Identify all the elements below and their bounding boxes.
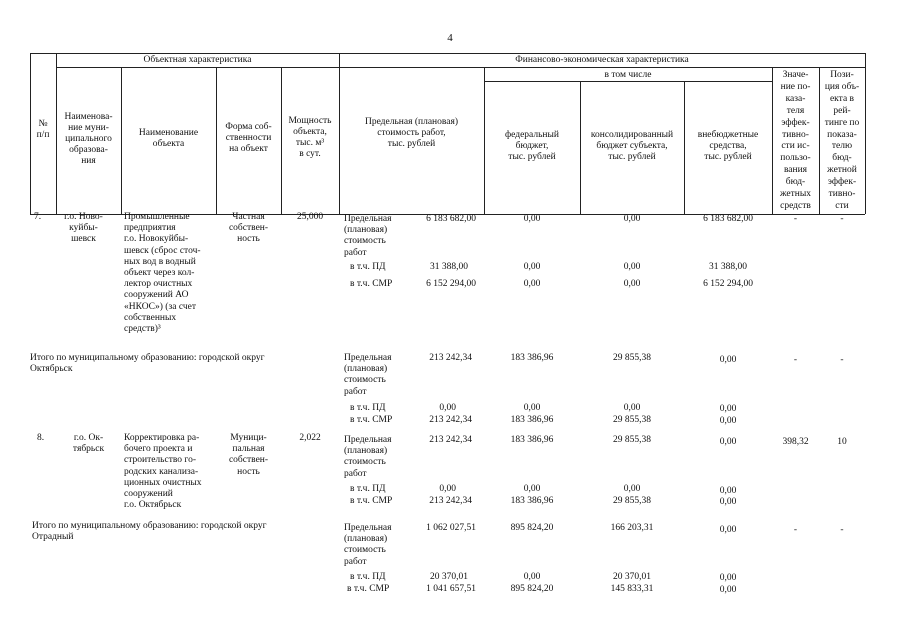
row-num: 7.: [34, 212, 42, 222]
row-municipality: г.о. Ок- тябрьск: [72, 433, 105, 455]
efficiency-value: 398,32: [782, 437, 809, 447]
cost-pd: 0,00: [439, 403, 456, 413]
col-extrabudget-header: внебюджетные средства, тыс. рублей: [697, 130, 759, 162]
consolidated-smr: 145 833,31: [610, 584, 654, 594]
col-ownership-header: Форма соб- ственности на объект: [225, 122, 272, 154]
including-header: в том числе: [604, 70, 652, 80]
cost-total: 213 242,34: [429, 435, 472, 445]
col-cost-header: Предельная (плановая) стоимость работ, тыс. рублей: [364, 117, 459, 149]
cost-smr: 1 041 657,51: [426, 584, 476, 594]
position-value: -: [840, 214, 844, 224]
col-object-header: Наименование объекта: [138, 128, 199, 149]
extrabudget-pd: 31 388,00: [709, 262, 747, 272]
col-federal-header: федеральный бюджет, тыс. рублей: [505, 130, 559, 162]
col-municipality-header: Наименова- ние муни- ципального образова- ния: [64, 112, 113, 166]
row-pd-label: в т.ч. ПД: [350, 403, 386, 413]
row-pd-label: в т.ч. ПД: [350, 484, 386, 494]
cost-total: 1 062 027,51: [426, 523, 476, 533]
subtotal-title: Итого по муниципальному образованию: городской округ Отрадный: [32, 521, 267, 543]
consolidated-total: 29 855,38: [613, 435, 651, 445]
consolidated-total: 0,00: [623, 214, 641, 224]
col-consolidated-header: консолидированный бюджет субъекта, тыс. рублей: [590, 130, 674, 162]
page-number: 4: [447, 32, 453, 44]
col-capacity-header: Мощность объекта, тыс. м³ в сут.: [288, 116, 332, 159]
subtotal-title: Итого по муниципальному образованию: городской округ Октябрьск: [30, 353, 265, 375]
extrabudget-total: 0,00: [719, 437, 737, 447]
col-position-header: Пози- ция объ- екта в рей- тинге по показа- телю бюд- жетной эффек- тивно- сти: [824, 70, 860, 211]
position-value: -: [840, 355, 844, 365]
extrabudget-pd: 0,00: [719, 573, 737, 583]
consolidated-pd: 20 370,01: [613, 572, 651, 582]
row-ownership: Муници- пальная собствен- ность: [228, 433, 269, 477]
cost-smr: 6 152 294,00: [426, 279, 476, 289]
row-smr-label: в т.ч. СМР: [350, 496, 393, 506]
consolidated-pd: 0,00: [623, 403, 641, 413]
federal-total: 0,00: [523, 214, 541, 224]
extrabudget-pd: 0,00: [719, 486, 737, 496]
federal-total: 183 386,96: [510, 435, 554, 445]
extrabudget-smr: 0,00: [719, 497, 737, 507]
row-ownership: Частная собствен- ность: [228, 212, 269, 245]
row-object: Промышленные предприятия г.о. Новокуйбы- шевск (сброс сточ- ных вод в водный объект через кол- лектор очистных сооружений АО «НКОС») (за счет собственных средств)³: [124, 212, 201, 335]
row-smr-label: в т.ч. СМР: [350, 279, 393, 289]
cost-total: 6 183 682,00: [426, 214, 476, 224]
row-municipality: г.о. Ново- куйбы- шевск: [64, 212, 103, 245]
finance-char-header: Финансово-экономическая характеристика: [515, 55, 689, 65]
row-cost-label: Предельная (плановая) стоимость работ: [344, 353, 392, 397]
cost-total: 213 242,34: [429, 353, 472, 363]
federal-total: 895 824,20: [510, 523, 554, 533]
row-smr-label: в т.ч. СМР: [347, 584, 390, 594]
position-value: -: [840, 525, 844, 535]
consolidated-pd: 0,00: [623, 262, 641, 272]
efficiency-value: -: [793, 525, 798, 535]
row-cost-label: Предельная (плановая) стоимость работ: [344, 435, 392, 479]
federal-pd: 0,00: [523, 262, 541, 272]
row-capacity: 25,000: [296, 212, 324, 222]
row-capacity: 2,022: [299, 433, 321, 443]
federal-pd: 0,00: [523, 403, 541, 413]
row-smr-label: в т.ч. СМР: [350, 415, 393, 425]
row-object: Корректировка ра- бочего проекта и строительство го- родских канализа- ционных очистных сооружений г.о. Октябрьск: [124, 433, 202, 511]
federal-smr: 183 386,96: [510, 415, 554, 425]
extrabudget-total: 0,00: [719, 355, 737, 365]
extrabudget-pd: 0,00: [719, 404, 737, 414]
extrabudget-smr: 0,00: [719, 585, 737, 595]
cost-smr: 213 242,34: [429, 496, 472, 506]
row-pd-label: в т.ч. ПД: [350, 262, 386, 272]
row-pd-label: в т.ч. ПД: [350, 572, 386, 582]
federal-pd: 0,00: [523, 572, 541, 582]
federal-smr: 895 824,20: [510, 584, 554, 594]
federal-pd: 0,00: [523, 484, 541, 494]
row-num: 8.: [37, 433, 45, 443]
extrabudget-smr: 0,00: [719, 416, 737, 426]
federal-total: 183 386,96: [510, 353, 554, 363]
consolidated-total: 166 203,31: [610, 523, 654, 533]
cost-pd: 31 388,00: [430, 262, 468, 272]
extrabudget-total: 6 183 682,00: [703, 214, 753, 224]
cost-pd: 0,00: [439, 484, 456, 494]
federal-smr: 183 386,96: [510, 496, 554, 506]
cost-pd: 20 370,01: [430, 572, 468, 582]
consolidated-smr: 0,00: [623, 279, 641, 289]
row-cost-label: Предельная (плановая) стоимость работ: [344, 523, 392, 567]
extrabudget-smr: 6 152 294,00: [703, 279, 753, 289]
col-num-header: № п/п: [36, 119, 50, 140]
consolidated-smr: 29 855,38: [613, 415, 651, 425]
federal-smr: 0,00: [523, 279, 541, 289]
consolidated-total: 29 855,38: [613, 353, 651, 363]
cost-smr: 213 242,34: [429, 415, 472, 425]
col-efficiency-header: Значе- ние по- каза- теля эффек- тивно- сти ис- пользо- вания бюд- жетных средств: [779, 70, 812, 211]
object-char-header: Объектная характеристика: [143, 55, 252, 65]
position-value: 10: [837, 437, 847, 447]
extrabudget-total: 0,00: [719, 525, 737, 535]
consolidated-pd: 0,00: [623, 484, 641, 494]
row-cost-label: Предельная (плановая) стоимость работ: [344, 214, 392, 258]
efficiency-value: -: [793, 214, 798, 224]
consolidated-smr: 29 855,38: [613, 496, 651, 506]
efficiency-value: -: [793, 355, 798, 365]
